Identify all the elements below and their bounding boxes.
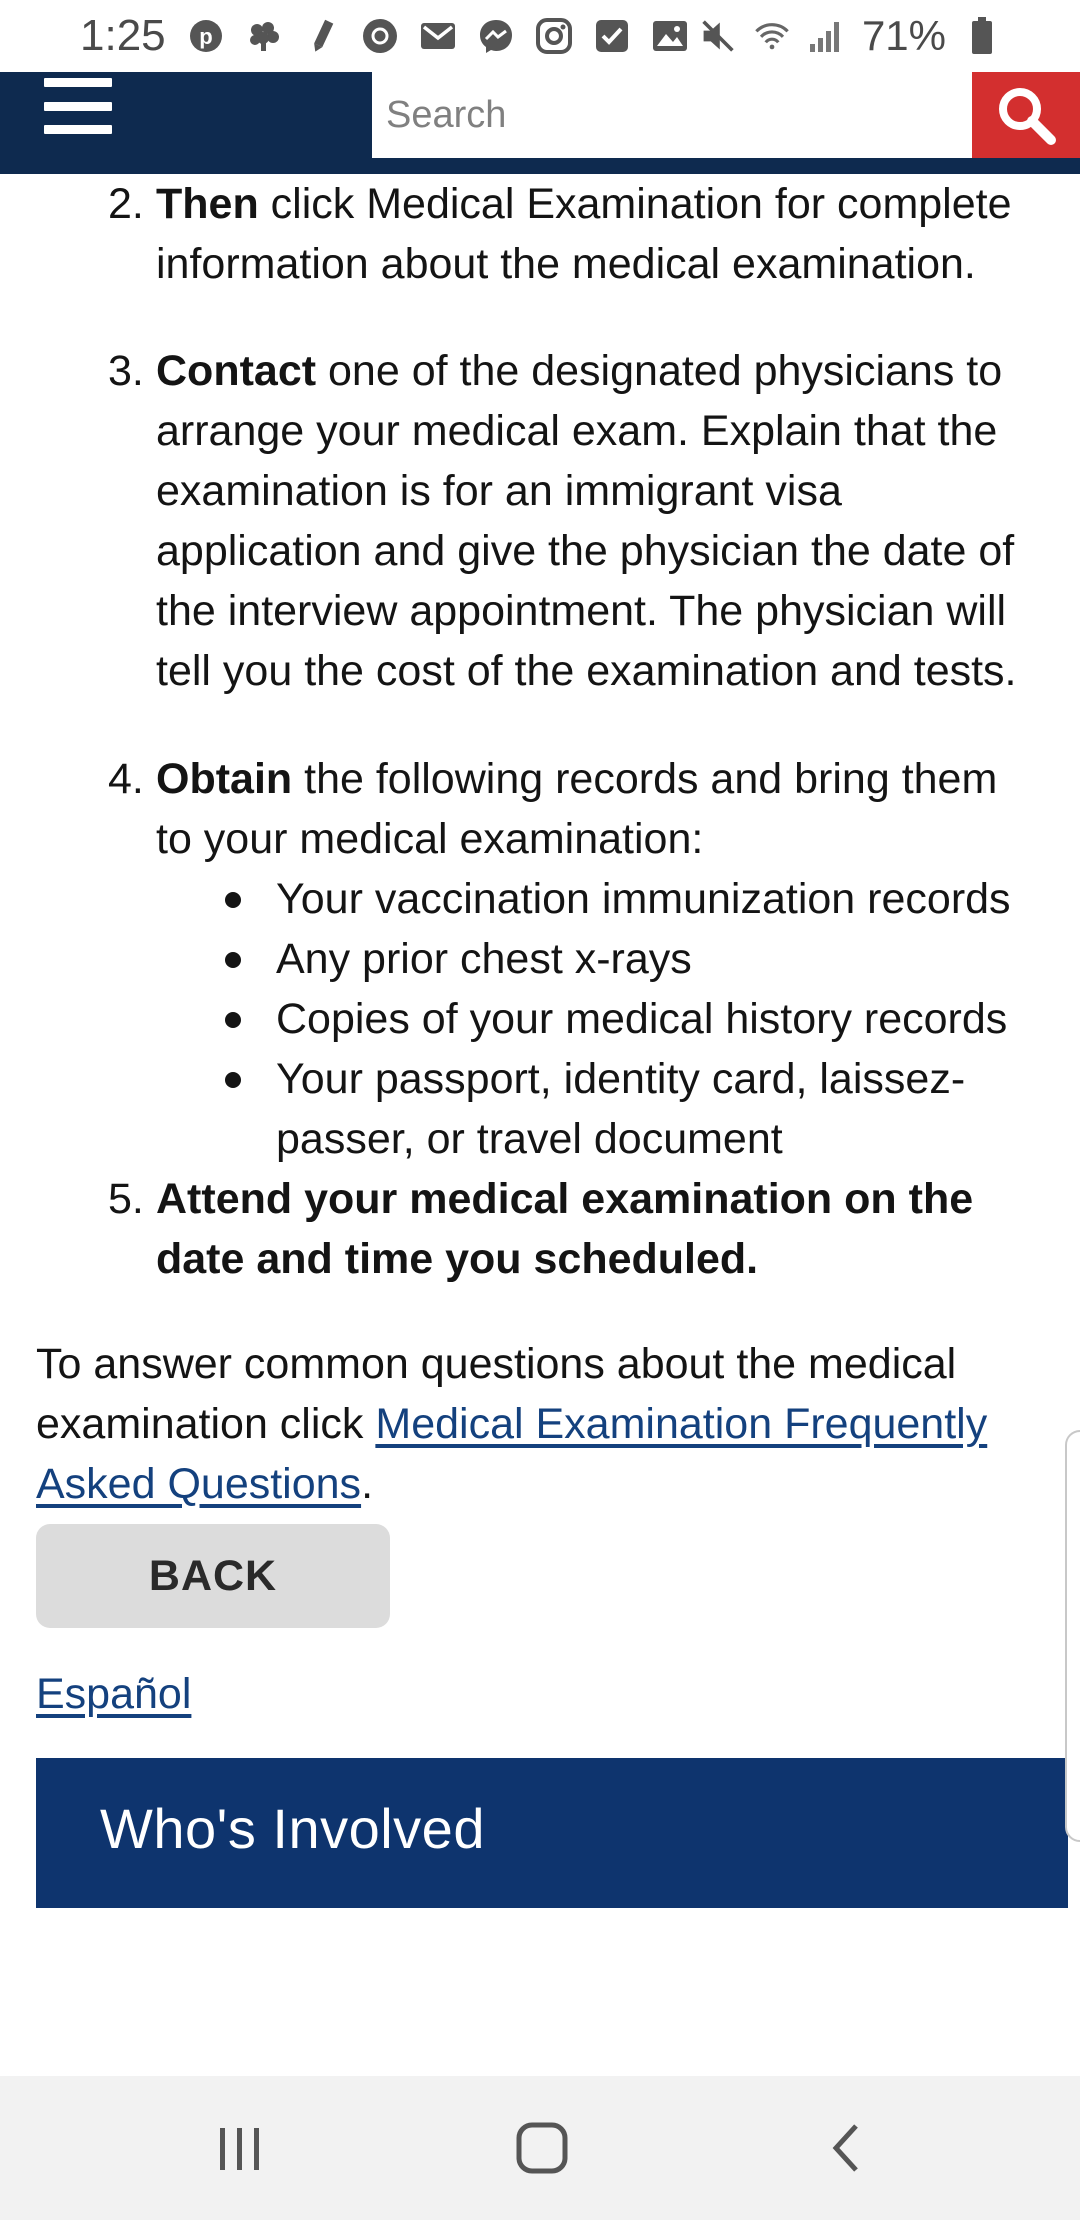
step-number: 4.	[108, 755, 144, 803]
list-item: Your vaccination immunization records	[156, 869, 1036, 929]
step-5	[108, 1169, 1036, 1289]
home-icon	[514, 2120, 570, 2176]
gmail-icon	[420, 18, 456, 54]
step-2	[108, 174, 1036, 294]
chevron-left-icon	[826, 2120, 866, 2176]
list-item: Copies of your medical history records	[156, 989, 1036, 1049]
site-header	[0, 72, 1080, 174]
system-icons	[700, 14, 1000, 58]
back-nav-button[interactable]	[806, 2112, 886, 2184]
step-keyword: Obtain	[156, 755, 293, 803]
battery-icon	[964, 18, 1000, 54]
messenger-icon	[478, 18, 514, 54]
espanol-link[interactable]: Español	[36, 1670, 192, 1718]
step-keyword: Contact	[156, 347, 317, 395]
battery-percent: 71%	[861, 12, 946, 59]
faq-link[interactable]: Medical Examination Frequently Asked Questions	[36, 1400, 988, 1508]
search-icon	[995, 84, 1057, 146]
step-number: 2.	[108, 180, 144, 228]
step-text: one of the designated physicians to arrange your medical exam. Explain that the examination is for an immigrant visa application and give the physician the date of the interview appointment. The physician will tell you the cost of the examination and tests.	[156, 347, 1017, 695]
svg-text:p: p	[199, 24, 213, 49]
status-bar	[0, 0, 1080, 72]
step-keyword: Attend your medical examination on the date and time you scheduled.	[156, 1175, 974, 1283]
back-button[interactable]: BACK	[36, 1524, 390, 1628]
pinterest-icon	[188, 18, 224, 54]
check-icon	[594, 18, 630, 54]
step-4	[108, 749, 1036, 1169]
signal-icon	[808, 18, 844, 54]
list-item: Your passport, identity card, laissez-passer, or travel document	[156, 1049, 1036, 1169]
search-input[interactable]	[372, 72, 972, 158]
step-keyword: Then	[156, 180, 259, 228]
recent-apps-button[interactable]	[200, 2112, 280, 2184]
step-text: click Medical Examination for complete information about the medical examination.	[156, 180, 1012, 288]
step-text: the following records and bring them to your medical examination:	[156, 755, 998, 863]
records-list	[156, 869, 1036, 1169]
navigation-bar	[0, 2076, 1080, 2220]
search-button[interactable]	[972, 72, 1080, 158]
wifi-icon	[754, 18, 790, 54]
list-item: Any prior chest x-rays	[156, 929, 1036, 989]
home-button[interactable]	[502, 2112, 582, 2184]
status-time: 1:25	[80, 11, 166, 60]
whos-involved-title: Who's Involved	[100, 1797, 485, 1860]
step-3	[108, 341, 1036, 701]
recent-apps-icon	[215, 2123, 265, 2173]
circle-app-icon	[362, 18, 398, 54]
pencil-icon	[304, 18, 340, 54]
image-icon	[652, 18, 688, 54]
step-number: 5.	[108, 1175, 144, 1223]
whos-involved-banner[interactable]	[36, 1758, 1068, 1908]
mute-icon	[700, 18, 736, 54]
brain-icon	[246, 18, 282, 54]
faq-paragraph: To answer common questions about the medical examination click Medical Examination Frequently Asked Questions.	[36, 1340, 988, 1508]
instagram-icon	[536, 18, 572, 54]
menu-icon	[44, 78, 112, 87]
scroll-handle[interactable]	[1065, 1430, 1080, 1842]
hamburger-menu-button[interactable]	[44, 76, 112, 136]
notification-icons	[188, 18, 688, 54]
step-number: 3.	[108, 347, 144, 395]
